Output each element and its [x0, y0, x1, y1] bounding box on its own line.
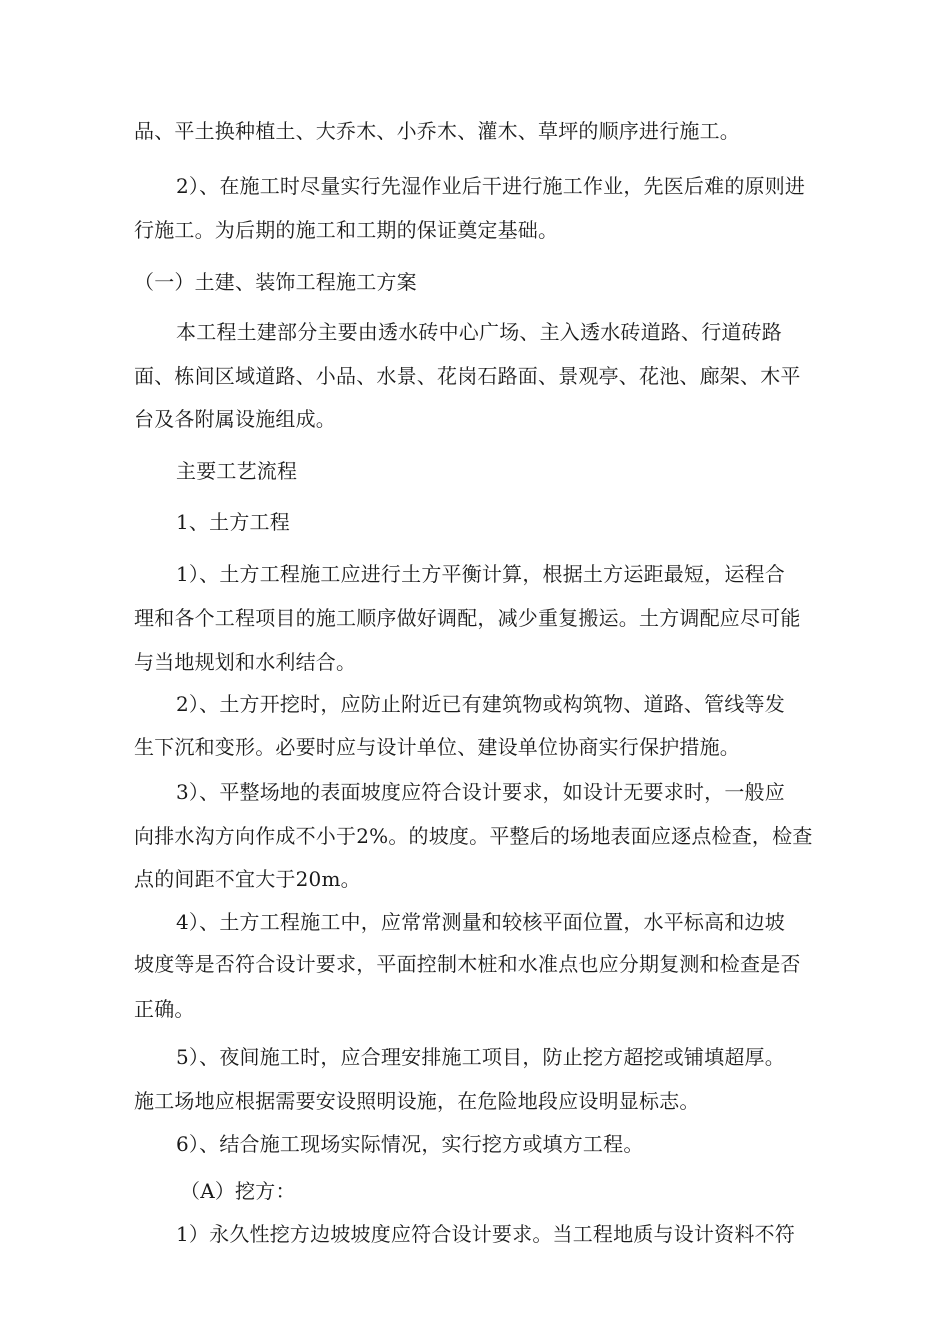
text-line: 向排水沟方向作成不小于2%。的坡度。平整后的场地表面应逐点检查，检查 — [134, 824, 813, 848]
text-line: 台及各附属设施组成。 — [134, 407, 336, 431]
subheading: 1、土方工程 — [176, 510, 290, 534]
text-line: 本工程土建部分主要由透水砖中心广场、主入透水砖道路、行道砖路 — [176, 320, 782, 344]
subheading: 主要工艺流程 — [176, 459, 298, 483]
text-line: 2）、在施工时尽量实行先湿作业后干进行施工作业，先医后难的原则进 — [176, 174, 806, 198]
text-line: 1）、土方工程施工应进行土方平衡计算，根据土方运距最短，运程合 — [176, 562, 785, 586]
text-line: 点的间距不宜大于20m。 — [134, 867, 361, 891]
text-line: 正确。 — [134, 997, 195, 1021]
text-line: 4）、土方工程施工中，应常常测量和较核平面位置，水平标高和边坡 — [176, 910, 785, 934]
text-line: 坡度等是否符合设计要求，平面控制木桩和水准点也应分期复测和检查是否 — [134, 952, 801, 976]
text-line: 6）、结合施工现场实际情况，实行挖方或填方工程。 — [176, 1132, 644, 1156]
text-line: 5）、夜间施工时，应合理安排施工项目，防止挖方超挖或铺填超厚。 — [176, 1045, 785, 1069]
text-line: 与当地规划和水利结合。 — [134, 650, 357, 674]
text-line: 理和各个工程项目的施工顺序做好调配，减少重复搬运。土方调配应尽可能 — [134, 606, 801, 630]
text-line: 施工场地应根据需要安设照明设施，在危险地段应设明显标志。 — [134, 1089, 700, 1113]
text-line: 品、平土换种植土、大乔木、小乔木、灌木、草坪的顺序进行施工。 — [134, 119, 740, 143]
text-line: 1）永久性挖方边坡坡度应符合设计要求。当工程地质与设计资料不符 — [176, 1222, 795, 1246]
section-heading: （一）土建、装饰工程施工方案 — [134, 270, 417, 294]
subheading: （A）挖方： — [180, 1179, 296, 1203]
text-line: 2）、土方开挖时，应防止附近已有建筑物或构筑物、道路、管线等发 — [176, 692, 785, 716]
text-line: 3）、平整场地的表面坡度应符合设计要求，如设计无要求时，一般应 — [176, 780, 785, 804]
text-line: 生下沉和变形。必要时应与设计单位、建设单位协商实行保护措施。 — [134, 735, 740, 759]
text-line: 面、栋间区域道路、小品、水景、花岗石路面、景观亭、花池、廊架、木平 — [134, 364, 801, 388]
text-line: 行施工。为后期的施工和工期的保证奠定基础。 — [134, 218, 559, 242]
